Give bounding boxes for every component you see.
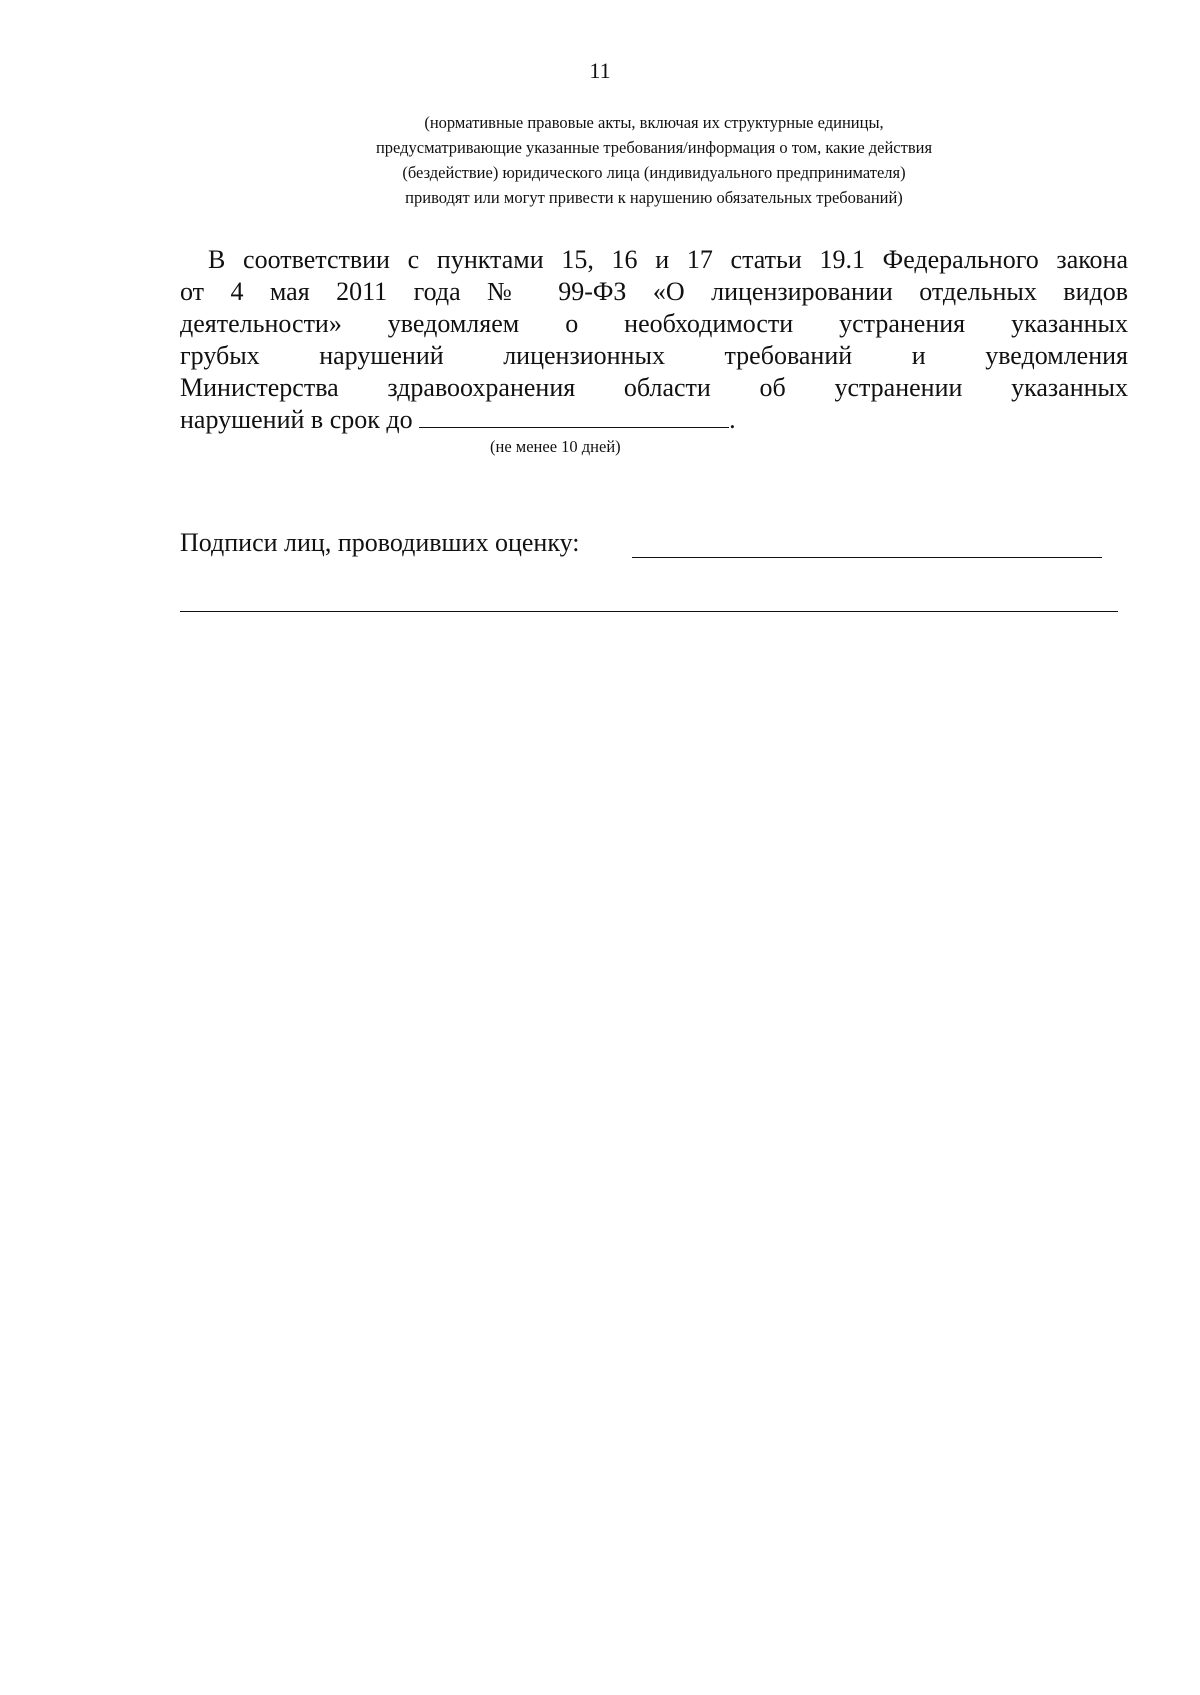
deadline-hint: (не менее 10 дней): [490, 437, 621, 456]
caption-line: предусматривающие указанные требования/информация о том, какие действия: [375, 138, 933, 157]
caption-line: приводят или могут привести к нарушению обязательных требований): [405, 188, 903, 207]
paragraph-line: грубых нарушений лицензионных требований и уведомления: [180, 341, 1128, 370]
signature-line[interactable]: [180, 611, 1118, 612]
deadline-label: нарушений в срок до: [180, 405, 413, 434]
caption-line: (бездействие) юридического лица (индивидуального предпринимателя): [402, 163, 906, 182]
deadline-blank-field[interactable]: [419, 407, 729, 428]
paragraph-line: Министерства здравоохранения области об устранении указанных: [180, 373, 1128, 402]
signature-line[interactable]: [632, 557, 1102, 558]
paragraph-last-line: [180, 404, 736, 436]
caption-line: (нормативные правовые акты, включая их структурные единицы,: [424, 113, 884, 132]
period: .: [729, 405, 736, 434]
paragraph-line: В соответствии с пунктами 15, 16 и 17 статьи 19.1 Федерального закона: [208, 245, 1128, 274]
signature-label: Подписи лиц, проводивших оценку:: [180, 528, 580, 557]
paragraph-line: деятельности» уведомляем о необходимости устранения указанных: [180, 309, 1128, 338]
page-number: 11: [589, 58, 611, 83]
paragraph-line: от 4 мая 2011 года № 99-ФЗ «О лицензировании отдельных видов: [180, 277, 1128, 306]
